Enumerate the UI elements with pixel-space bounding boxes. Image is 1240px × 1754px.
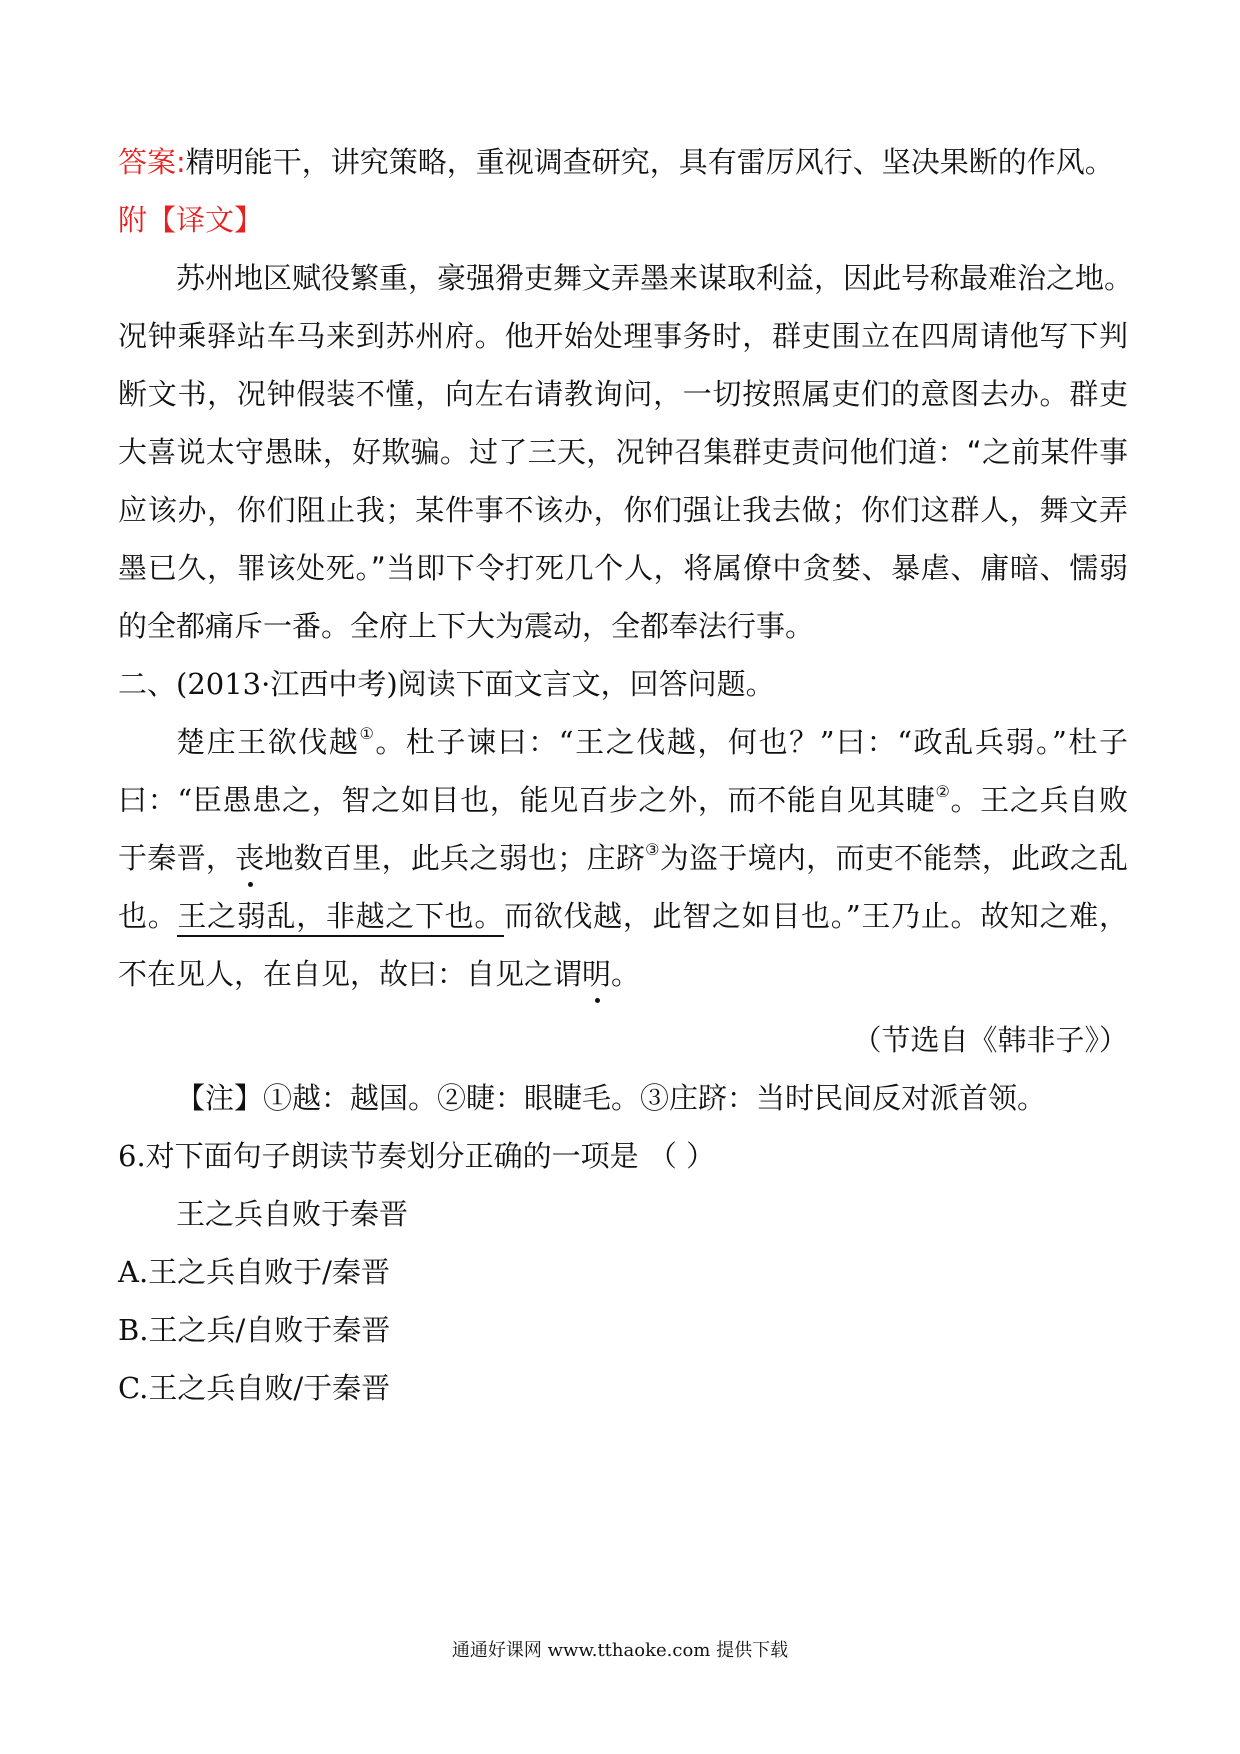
passage-line-4: 也。王之弱乱，非越之下也。而欲伐越，此智之如目也。”王乃止。故知之难， bbox=[118, 896, 1128, 936]
option-b: B.王之兵/自败于秦晋 bbox=[118, 1313, 391, 1347]
passage-note: 【注】①越：越国。②睫：眼睫毛。③庄跻：当时民间反对派首领。 bbox=[176, 1081, 1047, 1115]
translation-line-5: 应该办，你们阻止我；某件事不该办，你们强让我去做；你们这群人，舞文弄 bbox=[118, 493, 1128, 527]
emphasis-dot-char: 明 bbox=[582, 957, 612, 991]
underlined-sentence: 王之弱乱，非越之下也。 bbox=[177, 899, 504, 937]
passage-line-5: 不在见人，在自见，故曰：自见之谓明。 bbox=[118, 957, 641, 991]
option-c: C.王之兵自败/于秦晋 bbox=[118, 1371, 391, 1405]
translation-line-6: 墨已久，罪该处死。”当即下令打死几个人，将属僚中贪婪、暴虐、庸暗、懦弱 bbox=[118, 551, 1128, 585]
translation-line-7: 的全都痛斥一番。全府上下大为震动，全都奉法行事。 bbox=[118, 609, 815, 643]
passage-source: （节选自《韩非子》） bbox=[852, 1023, 1128, 1057]
answer-line bbox=[118, 142, 1128, 182]
answer-label: 答案: bbox=[118, 145, 186, 179]
passage-line-1: 楚庄王欲伐越①。杜子谏曰：“王之伐越，何也？”曰：“政乱兵弱。”杜子 bbox=[176, 724, 1128, 759]
emphasis-dot-char: 丧 bbox=[235, 841, 265, 875]
translation-line-1: 苏州地区赋役繁重，豪强猾吏舞文弄墨来谋取利益，因此号称最难治之地。 bbox=[176, 261, 1134, 295]
page-footer: 通通好课网 www.tthaoke.com 提供下载 bbox=[451, 1640, 789, 1661]
option-a: A.王之兵自败于/秦晋 bbox=[118, 1255, 390, 1289]
question-6-stem: 6.对下面句子朗读节奏划分正确的一项是 （ ） bbox=[118, 1139, 716, 1173]
section2-heading: 二、(2013·江西中考)阅读下面文言文，回答问题。 bbox=[118, 667, 775, 701]
question-6-sentence: 王之兵自败于秦晋 bbox=[176, 1197, 409, 1231]
translation-line-3: 断文书，况钟假装不懂，向左右请教询问，一切按照属吏们的意图去办。群吏 bbox=[118, 377, 1128, 411]
translation-line-2: 况钟乘驿站车马来到苏州府。他开始处理事务时，群吏围立在四周请他写下判 bbox=[118, 319, 1128, 353]
translation-line-4: 大喜说太守愚昧，好欺骗。过了三天，况钟召集群吏责问他们道：“之前某件事 bbox=[118, 435, 1128, 469]
passage-line-2: 曰：“臣愚患之，智之如目也，能见百步之外，而不能自见其睫②。王之兵自败 bbox=[118, 782, 1128, 817]
answer-text: 精明能干，讲究策略，重视调查研究，具有雷厉风行、坚决果断的作风。 bbox=[185, 145, 1114, 179]
passage-line-3: 于秦晋，丧地数百里，此兵之弱也；庄跻③为盗于境内，而吏不能禁，此政之乱 bbox=[118, 840, 1128, 875]
translation-heading: 附【译文】 bbox=[118, 203, 264, 237]
